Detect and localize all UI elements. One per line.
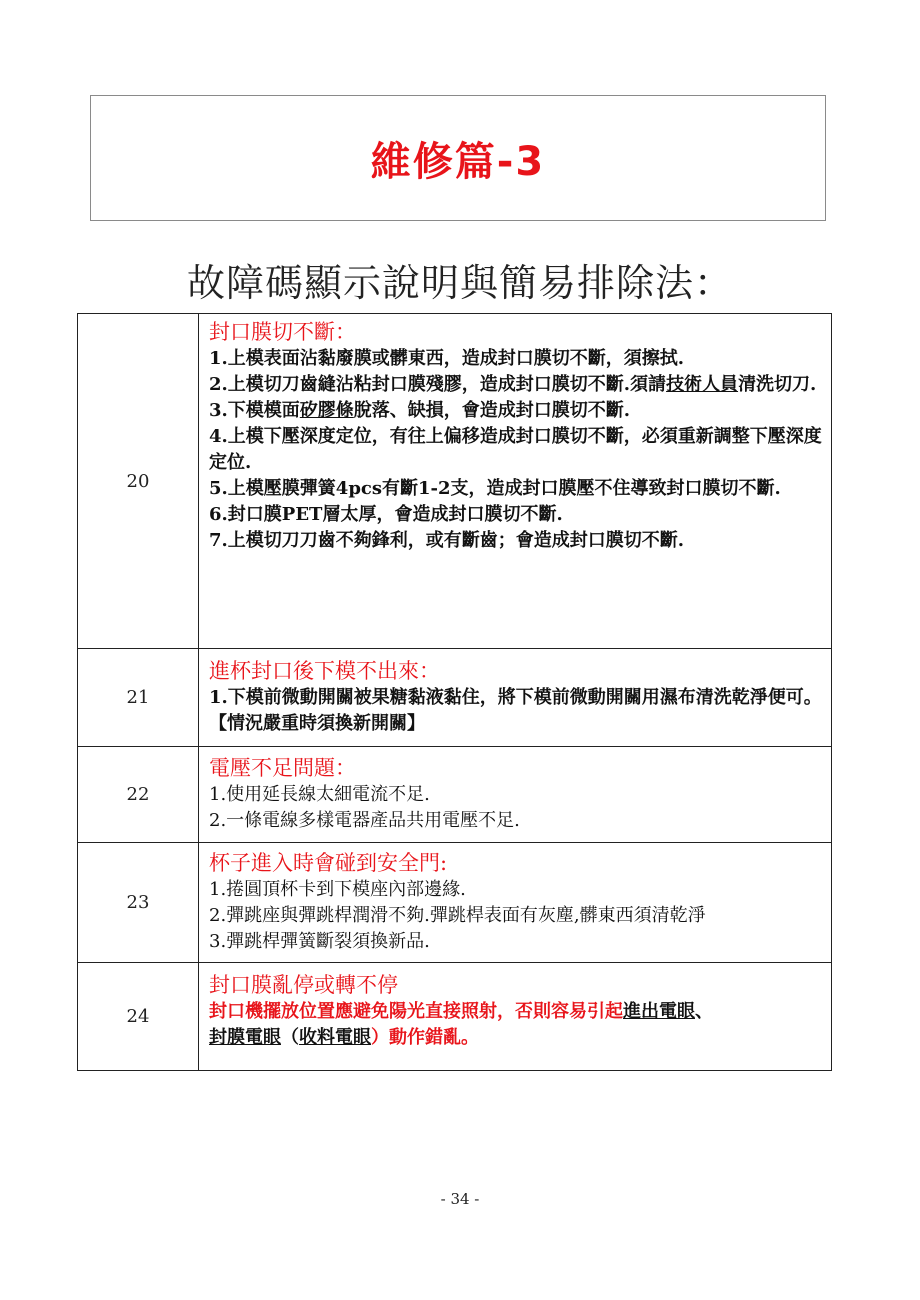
fault-line-underlined: 封膜電眼 [209, 1027, 281, 1048]
fault-code: 21 [78, 649, 199, 747]
fault-line [209, 372, 823, 398]
table-row [78, 963, 832, 1071]
fault-heading: 電壓不足問題： [209, 755, 356, 780]
fault-code: 22 [78, 747, 199, 843]
page-number: - 34 - [440, 1190, 480, 1208]
fault-line-text: 清洗切刀. [738, 374, 817, 395]
title-box [90, 95, 826, 221]
fault-description [199, 843, 832, 963]
fault-description [199, 649, 832, 747]
fault-code: 20 [78, 314, 199, 649]
fault-description [199, 963, 832, 1071]
fault-line: 1.上模表面沾黏廢膜或髒東西，造成封口膜切不斷，須擦拭. [209, 348, 685, 369]
fault-line-text: （ [281, 1027, 299, 1048]
fault-line-underlined: 收料電眼 [299, 1027, 371, 1048]
table-row [78, 843, 832, 963]
fault-line: 6.封口膜PET層太厚，會造成封口膜切不斷. [209, 504, 563, 525]
fault-heading: 封口膜亂停或轉不停 [209, 973, 398, 997]
fault-line: 2.彈跳座與彈跳桿潤滑不夠.彈跳桿表面有灰塵,髒東西須清乾淨 [209, 904, 706, 926]
fault-line-underlined: 進出電眼 [623, 1001, 695, 1022]
fault-line [209, 398, 823, 424]
table-row [78, 649, 832, 747]
fault-code: 24 [78, 963, 199, 1071]
fault-line: 4.上模下壓深度定位，有往上偏移造成封口膜切不斷，必須重新調整下壓深度定位. [209, 426, 822, 473]
fault-line-underlined: 矽膠條 [299, 400, 354, 421]
fault-line [209, 999, 823, 1025]
section-subtitle: 故障碼顯示說明與簡易排除法： [186, 261, 733, 305]
fault-line: 3.彈跳桿彈簧斷裂須換新品. [209, 930, 430, 952]
fault-code: 23 [78, 843, 199, 963]
fault-line-text: 封口機擺放位置應避免陽光直接照射，否則容易引起 [209, 1001, 623, 1022]
table-row [78, 747, 832, 843]
fault-description [199, 747, 832, 843]
fault-description [199, 314, 832, 649]
fault-code-table [77, 313, 832, 1071]
fault-line: 1.使用延長線太細電流不足. [209, 783, 430, 805]
fault-line [209, 1025, 823, 1051]
fault-line-text: 2.上模切刀齒縫沾粘封口膜殘膠，造成封口膜切不斷.須請 [209, 374, 667, 395]
fault-line: 1.下模前微動開關被果糖黏液黏住，將下模前微動開關用濕布清洗乾淨便可。【情況嚴重時須換新開關】 [209, 686, 822, 734]
fault-line-text: 、 [695, 1001, 713, 1022]
fault-heading: 杯子進入時會碰到安全門: [209, 850, 448, 875]
fault-line: 5.上模壓膜彈簧4pcs有斷1-2支，造成封口膜壓不住導致封口膜切不斷. [209, 478, 781, 499]
page-title: 維修篇-3 [370, 138, 546, 185]
fault-line: 1.捲圓頂杯卡到下模座內部邊緣. [209, 878, 466, 900]
fault-heading: 進杯封口後下模不出來： [209, 658, 440, 683]
fault-line: 7.上模切刀刀齒不夠鋒利，或有斷齒；會造成封口膜切不斷. [209, 530, 685, 551]
fault-heading: 封口膜切不斷： [209, 320, 356, 344]
table-row [78, 314, 832, 649]
fault-line-underlined: 技術人員 [666, 374, 739, 395]
fault-line-text: ）動作錯亂。 [371, 1027, 479, 1048]
fault-line: 2.一條電線多樣電器產品共用電壓不足. [209, 809, 520, 831]
fault-line-text: 脫落、缺損，會造成封口膜切不斷. [353, 400, 631, 421]
fault-line-text: 3.下模模面 [209, 400, 300, 421]
